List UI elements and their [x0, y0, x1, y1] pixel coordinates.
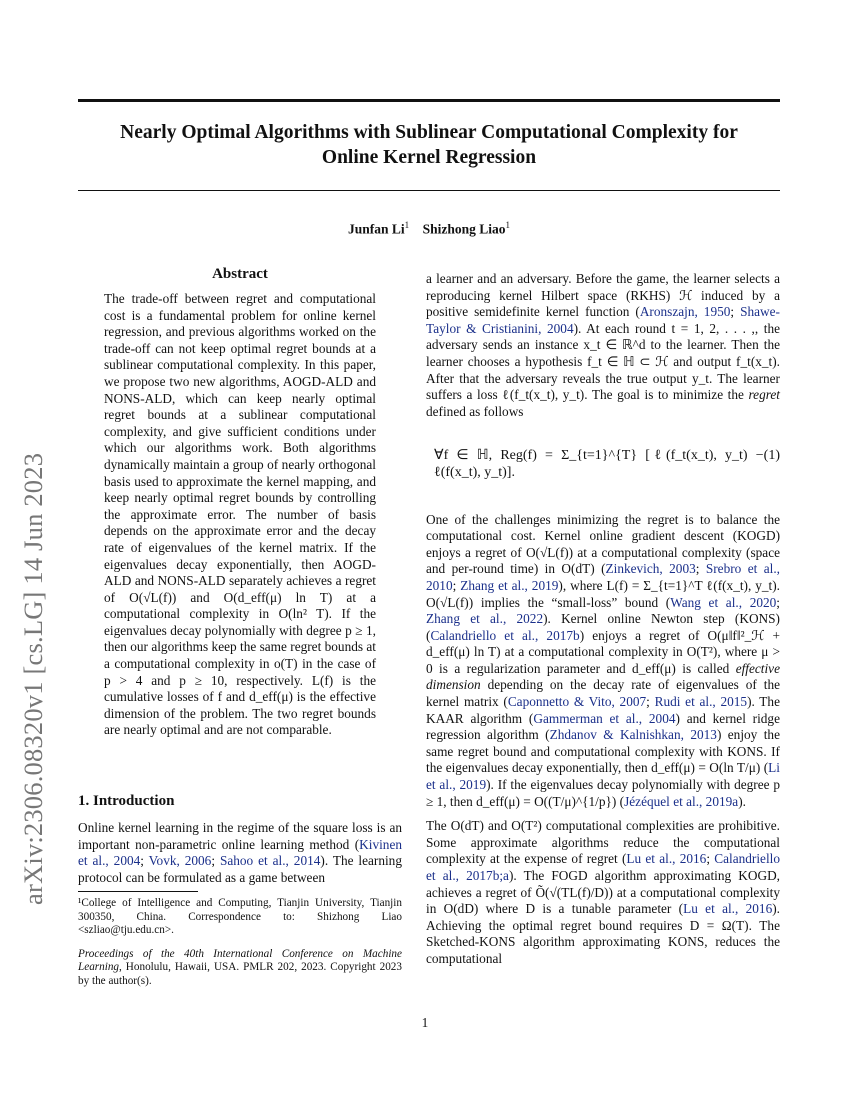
- intro-paragraph: [78, 820, 402, 886]
- author-name: Junfan Li: [347, 221, 405, 237]
- citation-link[interactable]: Lu et al., 2016: [683, 901, 773, 917]
- emphasis-text: Proceedings of the 40th International Conference on Machine Learning: [78, 947, 402, 974]
- text-run: ;: [211, 853, 220, 869]
- citation-link[interactable]: Kivinen et al., 2004: [78, 836, 402, 869]
- abstract-heading: Abstract: [212, 266, 268, 282]
- body-paragraph: [426, 512, 780, 811]
- text-run: ).: [738, 793, 746, 809]
- body-paragraph: [426, 818, 780, 967]
- right-column: [426, 271, 780, 976]
- text-run: ). At each round t = 1, 2, . . . ,, the adversary sends an instance x_t ∈ ℝ^d to the learner. Then the learner chooses a hypothesis f_t ∈ ℍ ⊂ ℋ and output f_t(x_t). After that the adversary reveals the true output y_t. The learner suffers a loss ℓ(f_t(x_t), y_t). The goal is to minimize the: [426, 320, 780, 403]
- citation-link[interactable]: Wang et al., 2020: [670, 594, 777, 610]
- citation-link[interactable]: Shawe-Taylor & Cristianini, 2004: [426, 304, 780, 336]
- citation-link[interactable]: Jézéquel et al., 2019a: [624, 793, 739, 809]
- citation-link[interactable]: Calandriello et al., 2017b: [430, 627, 580, 643]
- text-run: ;: [140, 853, 149, 869]
- citation-link[interactable]: Sahoo et al., 2014: [219, 853, 321, 869]
- text-run: Online kernel learning in the regime of the square loss is an important non-parametric online learning method (: [78, 820, 402, 852]
- text-run: ;: [706, 851, 715, 867]
- equation-number: (1): [763, 448, 780, 464]
- author-list: [78, 220, 780, 238]
- proceedings-note: [78, 948, 402, 989]
- text-run: One of the challenges minimizing the regret is to balance the computational cost. Kernel online gradient descent (KOGD) enjoys a regret of O(√L(f)) at a computational complexity (space and per-round time) in O(dT) (: [426, 511, 780, 577]
- text-run: ;: [646, 694, 655, 710]
- text-run: depending on the decay rate of eigenvalues of the kernel matrix (: [426, 677, 780, 710]
- text-run: a learner and an adversary. Before the game, the learner selects a reproducing kernel Hilbert space (RKHS) ℋ induced by a positive semidefinite kernel function (: [426, 271, 780, 320]
- citation-link[interactable]: Lu et al., 2016: [626, 851, 707, 867]
- text-run: ;: [776, 594, 780, 610]
- footnote-block: [78, 897, 402, 989]
- section-heading-introduction: 1. Introduction: [78, 793, 175, 809]
- top-rule: [78, 99, 780, 102]
- body-paragraph: [426, 271, 780, 420]
- affiliation-mark: 1: [404, 220, 410, 230]
- affiliation-mark: 1: [505, 220, 511, 230]
- author-name: Shizhong Liao: [422, 221, 506, 237]
- text-run: ) enjoy the same regret bound and computational complexity with KONS. If the eigenvalues decay exponentially, then d_eff(μ) = O(ln T/μ) (: [426, 727, 780, 776]
- text-run: ;: [695, 561, 706, 577]
- citation-link[interactable]: Srebro et al., 2010: [426, 561, 780, 593]
- text-run: ). Kernel online Newton step (KONS) (: [426, 611, 780, 643]
- citation-link[interactable]: Zinkevich, 2003: [605, 561, 696, 577]
- text-run: ). The KAAR algorithm (: [426, 694, 780, 726]
- text-run: The O(dT) and O(T²) computational complexities are prohibitive. Some approximate algorithms reduce the computational complexity at the expense of regret (: [426, 818, 780, 867]
- citation-link[interactable]: Vovk, 2006: [148, 853, 212, 869]
- citation-link[interactable]: Li et al., 2019: [426, 760, 780, 793]
- text-run: ). The FOGD algorithm approximating KOGD, achieves a regret of Õ(√(TL(f)/D)) at a computational complexity in O(dD) where D is a tunable parameter (: [426, 868, 780, 917]
- citation-link[interactable]: Gammerman et al., 2004: [533, 710, 676, 726]
- abstract-text: The trade-off between regret and computational cost is a fundamental problem for online kernel regression, and previous algorithms worked on the trade-off can not keep optimal regret bounds at a sublinear computational complexity. In this paper, we propose two new algorithms, AOGD-ALD and NONS-ALD, which can keep nearly optimal regret bounds at a sublinear computational complexity, and give sufficient conditions under which our algorithms work. Both algorithms dynamically maintain a group of nearly orthogonal basis used to approximate the kernel mapping, and keep nearly optimal regret bounds by controlling the approximate error. The number of basis depends on the approximate error and the decay rate of eigenvalues of the kernel matrix. If the eigenvalues decay exponentially, then AOGD-ALD and NONS-ALD separately achieves a regret of O(√L(f)) and O(d_eff(μ) ln T) at a computational complexity in O(ln² T). If the eigenvalues decay polynomially with degree p ≥ 1, then our algorithms keep the same regret bounds at a computational complexity in o(T) in the case of p > 4 and p ≥ 10, respectively. L(f) is the cumulative losses of f and d_eff(μ) is the effective dimension of the problem. The two regret bounds are nearly optimal and are not comparable.: [104, 291, 376, 738]
- page-number: 1: [421, 1015, 429, 1030]
- paper-title: [78, 120, 780, 170]
- text-run: ). Achieving the optimal regret bound requires D = Ω(T). The Sketched-KONS algorithm approximating KONS, reduces the computational: [426, 901, 780, 966]
- citation-link[interactable]: Zhang et al., 2019: [460, 577, 559, 593]
- title-bottom-rule: [78, 190, 780, 191]
- citation-link[interactable]: Rudi et al., 2015: [654, 694, 748, 710]
- text-run: ). If the eigenvalues decay polynomially with degree p ≥ 1, then d_eff(μ) = O((T/μ)^{1/p}) (: [426, 777, 781, 809]
- footnote-rule: [78, 891, 198, 892]
- emphasis-text: regret: [748, 387, 780, 403]
- footnote-affiliation: ¹College of Intelligence and Computing, Tianjin University, Tianjin 300350, China. Correspondence to: Shizhong Liao <szliao@tju.edu.cn>.: [78, 897, 402, 937]
- text-run: ;: [452, 577, 461, 593]
- equation-body: ∀f ∈ ℍ, Reg(f) = Σ_{t=1}^{T} [ℓ(f_t(x_t), y_t) − ℓ(f(x_t), y_t)].: [434, 448, 764, 480]
- citation-link[interactable]: Aronszajn, 1950: [639, 304, 731, 320]
- equation-1: [426, 448, 780, 481]
- title-line: Nearly Optimal Algorithms with Sublinear Computational Complexity for: [120, 122, 738, 143]
- citation-link[interactable]: Zhang et al., 2022: [426, 611, 544, 627]
- citation-link[interactable]: Calandriello et al., 2017b;a: [426, 851, 780, 883]
- text-run: ) enjoys a regret of O(μ‖f‖²_ℋ + d_eff(μ) ln T) at a computational complexity in O(T²), where μ > 0 is a regularization parameter and d_eff(μ) is called: [426, 627, 781, 676]
- citation-link[interactable]: Zhdanov & Kalnishkan, 2013: [549, 727, 717, 743]
- text-run: ) and kernel ridge regression algorithm (: [426, 710, 780, 743]
- emphasis-text: effective dimension: [426, 660, 780, 693]
- text-run: defined as follows: [426, 403, 524, 419]
- arxiv-identifier: arXiv:2306.08320v1 [cs.LG] 14 Jun 2023: [18, 452, 48, 905]
- text-run: ), where L(f) = Σ_{t=1}^T ℓ(f(x_t), y_t). O(√L(f)) implies the “small-loss” bound (: [426, 577, 780, 610]
- text-run: ). The learning protocol can be formulated as a game between: [78, 853, 402, 885]
- text-run: ;: [730, 304, 741, 320]
- citation-link[interactable]: Caponnetto & Vito, 2007: [507, 694, 647, 710]
- title-line: Online Kernel Regression: [321, 147, 537, 168]
- text-run: , Honolulu, Hawaii, USA. PMLR 202, 2023. Copyright 2023 by the author(s).: [78, 961, 402, 987]
